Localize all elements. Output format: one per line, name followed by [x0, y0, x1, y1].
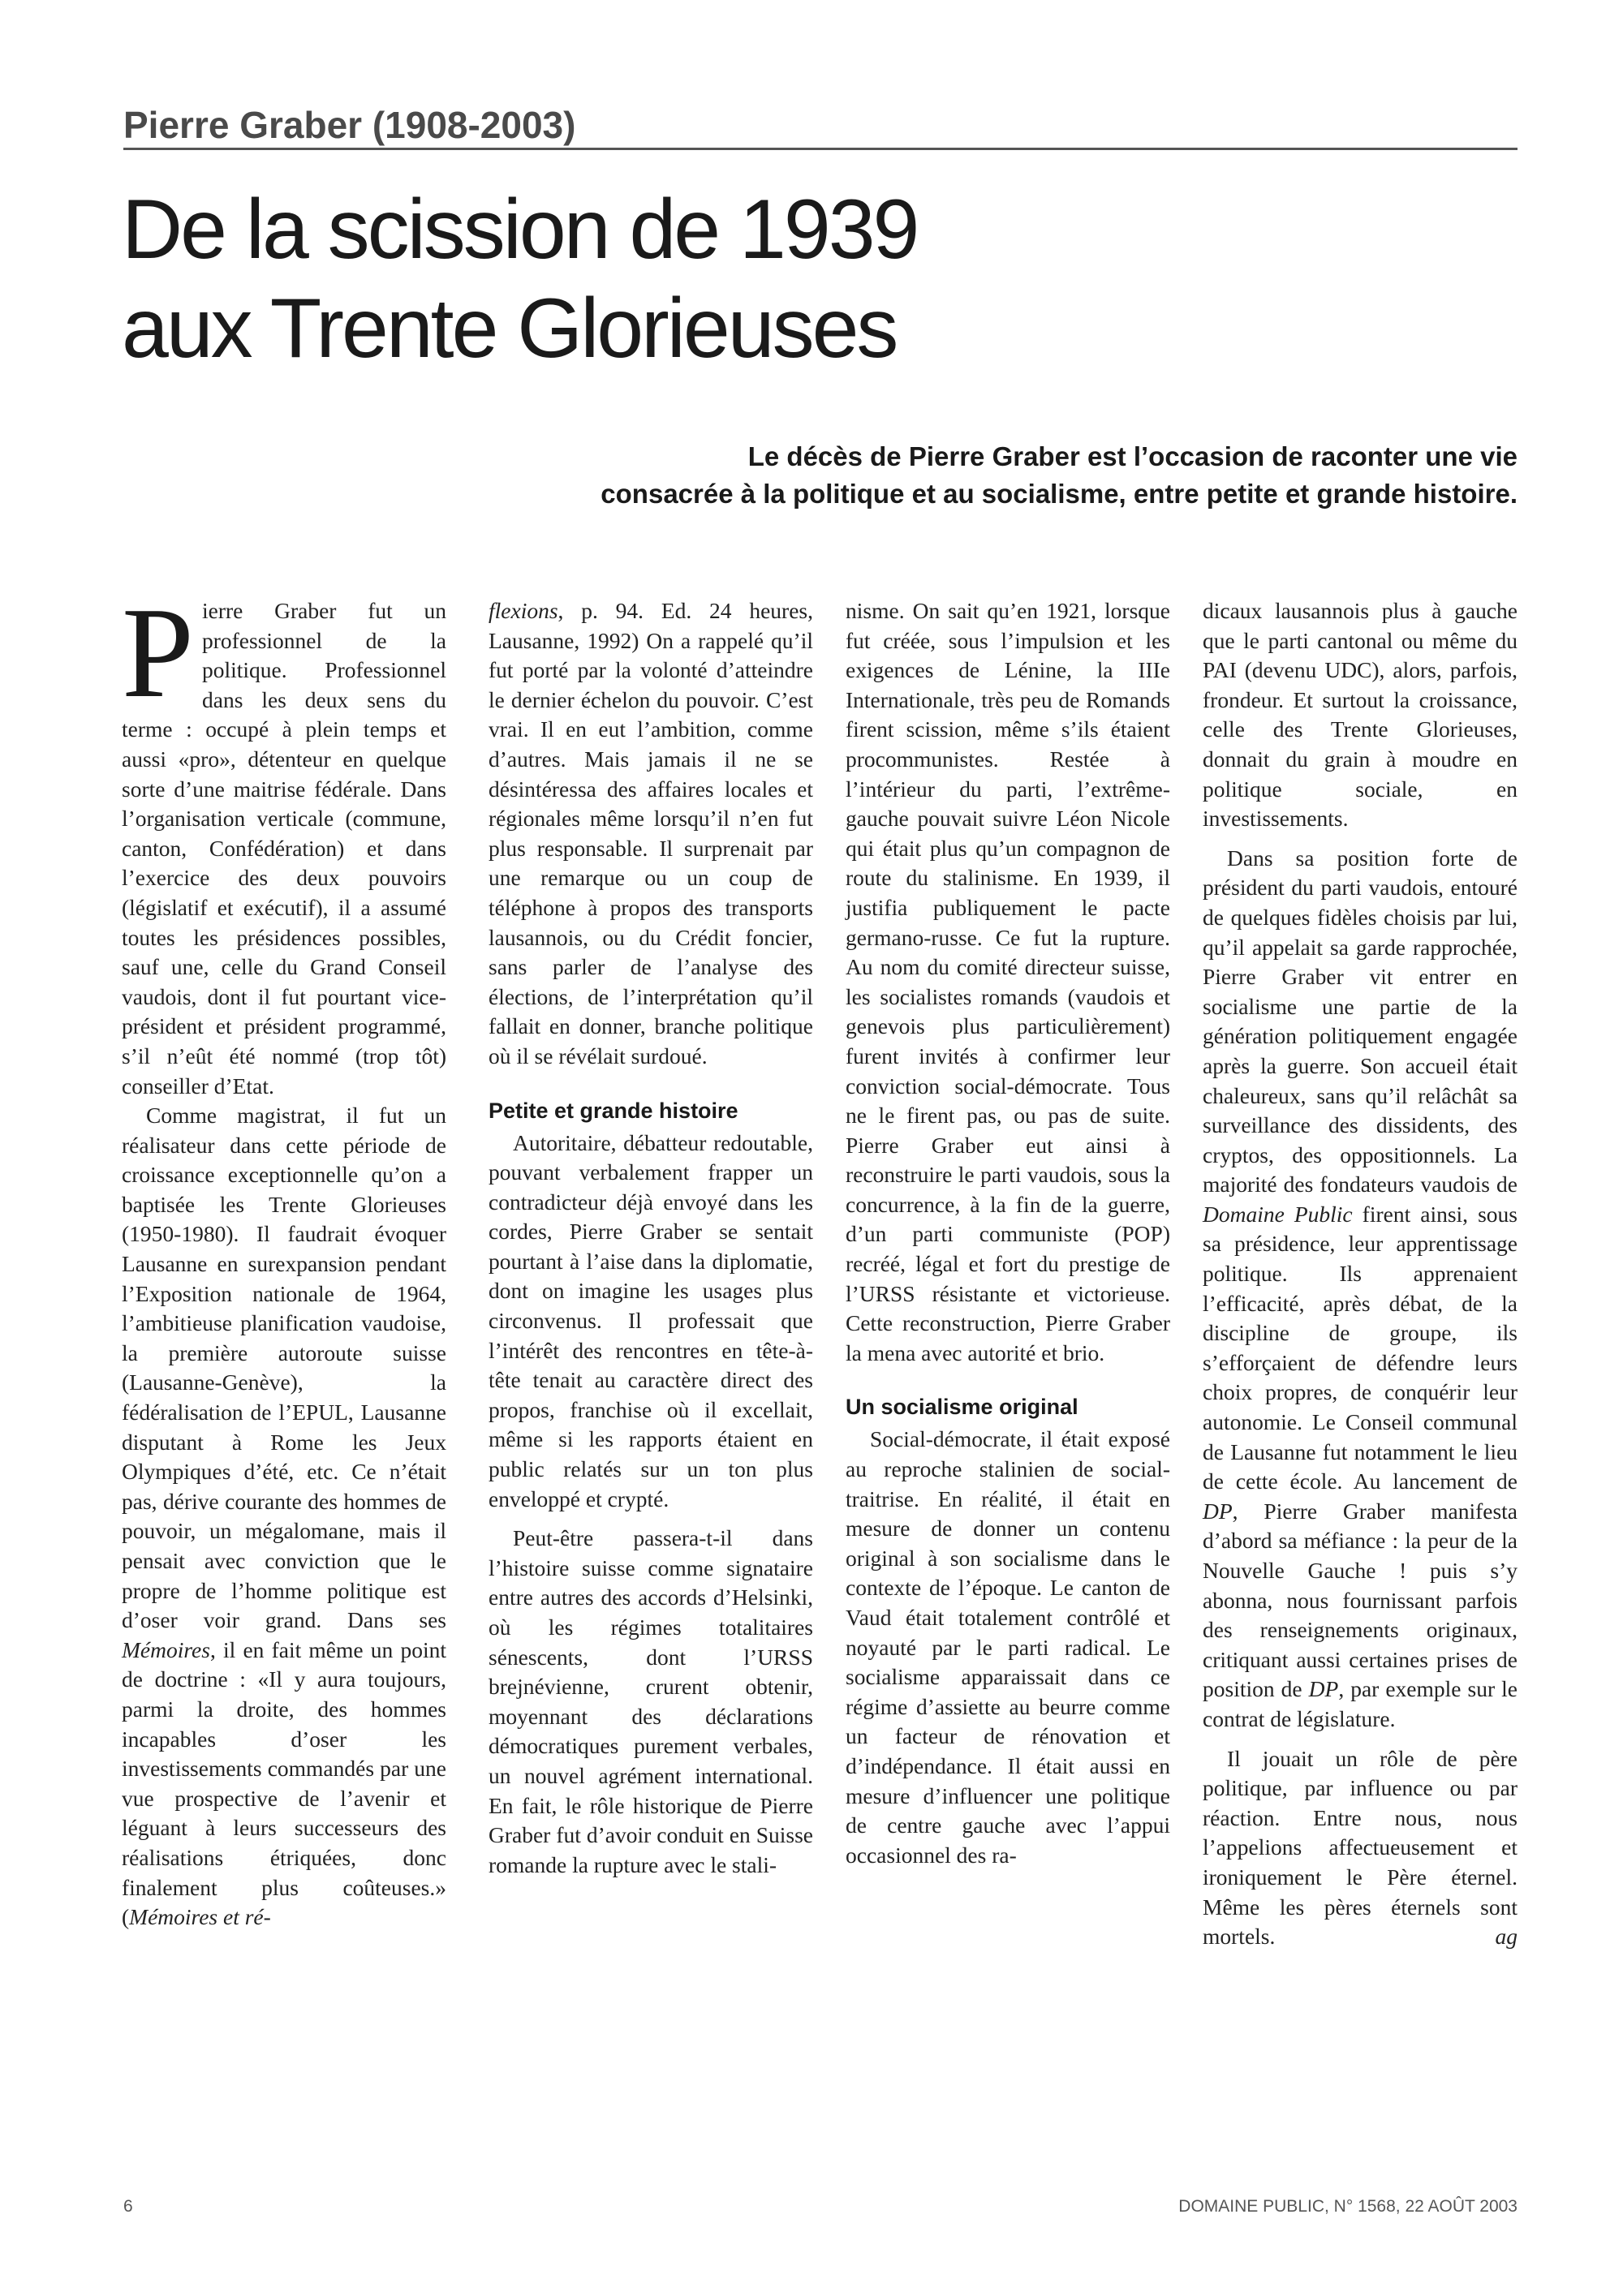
paragraph: [1203, 844, 1518, 1735]
column-4: [1203, 596, 1518, 1952]
kicker: Pierre Graber (1908-2003): [123, 104, 1518, 150]
drop-cap: P: [122, 580, 194, 724]
paragraph: nisme. On sait qu’en 1921, lorsque fut créée, sous l’impulsion et les exigences de Lénine, la IIIe Internationale, très peu de Romands firent scission, même s’ils étaient procommunistes. Restée à l’intérieur du parti, l’extrême-gauche pouvait suivre Léon Nicole qui était plus qu’un compagnon de route du stalinisme. En 1939, il justifia publiquement le pacte germano-russe. Ce fut la rupture. Au nom du comité directeur suisse, les socialistes romands (vaudois et genevois plus particulièrement) furent invités à confirmer leur conviction social-démocrate. Tous ne le firent pas, ou pas de suite. Pierre Graber eut ainsi à reconstruire le parti vaudois, sous la concurrence, à la fin de la guerre, d’un parti communiste (POP) recréé, légal et fort du prestige de l’URSS résistante et victorieuse. Cette reconstruction, Pierre Graber la mena avec autorité et brio.: [846, 598, 1170, 1365]
author-signature: ag: [1495, 1924, 1518, 1950]
column-2: [489, 596, 813, 1880]
paragraph: [1203, 1744, 1518, 1952]
paragraph-text: , Pierre Graber manifesta d’abord sa méfiance : la peur de la Nouvelle Gauche ! puis s’y abonna, nous fournissant parfois des renseignements originaux, critiquant aussi certaines prises de position de: [1203, 1498, 1518, 1702]
paragraph-text: , il en fait même un point de doctrine : «Il y aura toujours, parmi la droite, des hommes incapables d’oser les investissements commandés par une vue prospective de l’avenir et léguant à leurs successeurs des réalisations étriquées, donc finalement plus coûteuses.» (: [122, 1636, 446, 1930]
paragraph: Peut-être passera-t-il dans l’histoire suisse comme signataire entre autres des accords d’Helsinki, où les régimes totalitaires sénescents, dont l’URSS brejnévienne, crurent obtenir, moyennant des déclarations démocratiques purement verbales, un nouvel agrément international. En fait, le rôle historique de Pierre Graber fut d’avoir conduit en Suisse romande la rupture avec le stali-: [489, 1525, 813, 1877]
paragraph-text: , par exemple sur le contrat de législature.: [1203, 1676, 1518, 1731]
publication-name: DP: [1203, 1498, 1233, 1524]
subheading: Petite et grande histoire: [489, 1098, 738, 1123]
book-title: Mémoires: [122, 1636, 210, 1662]
lead-line-1: Le décès de Pierre Graber est l’occasion de raconter une vie: [747, 441, 1518, 471]
paragraph-text: , p. 94. Ed. 24 heures, Lausanne, 1992) On a rappelé qu’il fut porté par la volonté d’atteindre le dernier échelon du pouvoir. C’est vrai. Il en eut l’ambition, comme d’autres. Mais jamais il ne se désintéressa des affaires locales et régionales même lorsqu’il n’en fut plus responsable. Il surprenait par une remarque ou un coup de téléphone à propos des transports lausannois, ou du Crédit foncier, sans parler de l’analyse des élections, de l’interprétation qu’il fallait en donner, branche politique où il se révélait surdoué.: [489, 598, 813, 1068]
column-1: [122, 580, 446, 1933]
title-line-2: aux Trente Glorieuses: [122, 282, 897, 376]
title-line-1: De la scission de 1939: [122, 183, 918, 277]
paragraph: Autoritaire, débatteur redoutable, pouvant verbalement frapper un contradicteur déjà envoyé dans les cordes, Pierre Graber se sentait pourtant à l’aise dans la diplomatie, dont on imagine les usages plus circonvenus. Il professait que l’intérêt des rencontres en tête-à-tête tenait au caractère direct des propos, franchise où il excellait, même si les rapports étaient en public relatés sur un ton plus enveloppé et crypté.: [489, 1129, 813, 1511]
publication-name: DP: [1308, 1676, 1339, 1702]
paragraph: Social-démocrate, il était exposé au reproche stalinien de social-traitrise. En réalité, il était en mesure de donner un contenu original à son socialisme dans le contexte de l’époque. Le canton de Vaud était totalement contrôlé et noyauté par le parti radical. Le socialisme apparaissait dans ce régime d’assiette au beurre comme un facteur de rénovation et d’indépendance. Il était aussi en mesure d’influencer une politique de centre gauche avec l’appui occasionnel des ra-: [846, 1426, 1170, 1868]
paragraph: dicaux lausannois plus à gauche que le parti cantonal ou même du PAI (devenu UDC), alors, parfois, frondeur. Et surtout la croissance, celle des Trente Glorieuses, donnait du grain à moudre en politique sociale, en investissements.: [1203, 598, 1518, 832]
subheading: Un socialisme original: [846, 1395, 1078, 1420]
paragraph-text: firent ainsi, sous sa présidence, leur apprentissage politique. Ils apprenaient l’efficacité, après débat, de la discipline de groupe, ils s’efforçaient de défendre leurs choix propres, de conquérir leur autonomie. Le Conseil communal de Lausanne fut notamment le lieu de cette école. Au lancement de: [1203, 1201, 1518, 1494]
paragraph-text: Comme magistrat, il fut un réalisateur dans cette période de croissance exceptionnelle qu’on a baptisée les Trente Glorieuses (1950-1980). Il faudrait évoquer Lausanne en surexpansion pendant l’Exposition nationale de 1964, l’ambitieuse planification vaudoise, la première autoroute suisse (Lausanne-Genève), la fédéralisation de l’EPUL, Lausanne disputant à Rome les Jeux Olympiques d’été, etc. Ce n’était pas, dérive courante des hommes de pouvoir, un mégalomane, mais il pensait avec conviction que le propre de l’homme politique est d’oser voir grand. Dans ses: [122, 1103, 446, 1633]
publication-name: Domaine Public: [1203, 1201, 1353, 1227]
book-title: Mémoires et ré-: [129, 1904, 271, 1930]
paragraph-text: Dans sa position forte de président du parti vaudois, entouré de quelques fidèles choisis par lui, qu’il appelait sa garde rapprochée, Pierre Graber vit entrer en socialisme une partie de la génération politiquement engagée après la guerre. Son accueil était chaleureux, sans qu’il relâchât sa surveillance des dissidents, des cryptos, des oppositionnels. La majorité des fondateurs vaudois de: [1203, 845, 1518, 1197]
publication-info: DOMAINE PUBLIC, N° 1568, 22 AOÛT 2003: [1178, 2197, 1518, 2216]
page-number: 6: [123, 2197, 133, 2216]
lead-line-2: consacrée à la politique et au socialisme, entre petite et grande histoire.: [601, 479, 1518, 509]
paragraph: [489, 596, 813, 1072]
book-title: flexions: [489, 598, 558, 623]
column-3: [846, 596, 1170, 1870]
article-title: [122, 180, 1518, 378]
paragraph-text: Il jouait un rôle de père politique, par influence ou par réaction. Entre nous, nous l’appelions affectueusement et ironiquement le Père éternel. Même les pères éternels sont mortels.: [1203, 1745, 1518, 1950]
paragraph-text: ierre Graber fut un professionnel de la politique. Professionnel dans les deux sens du terme : occupé à plein temps et aussi «pro», détenteur en quelque sorte d’une maitrise fédérale. Dans l’organisation verticale (commune, canton, Confédération) et dans l’exercice des deux pouvoirs (législatif et exécutif), il a assumé toutes les présidences possibles, sauf une, celle du Grand Conseil vaudois, dont il fut pourtant vice-président et président programmé, s’il n’eût été nommé (trop tôt) conseiller d’Etat.: [122, 598, 446, 1099]
lead-paragraph: [325, 438, 1518, 513]
paragraph: [122, 1101, 446, 1933]
paragraph: [122, 580, 446, 1101]
